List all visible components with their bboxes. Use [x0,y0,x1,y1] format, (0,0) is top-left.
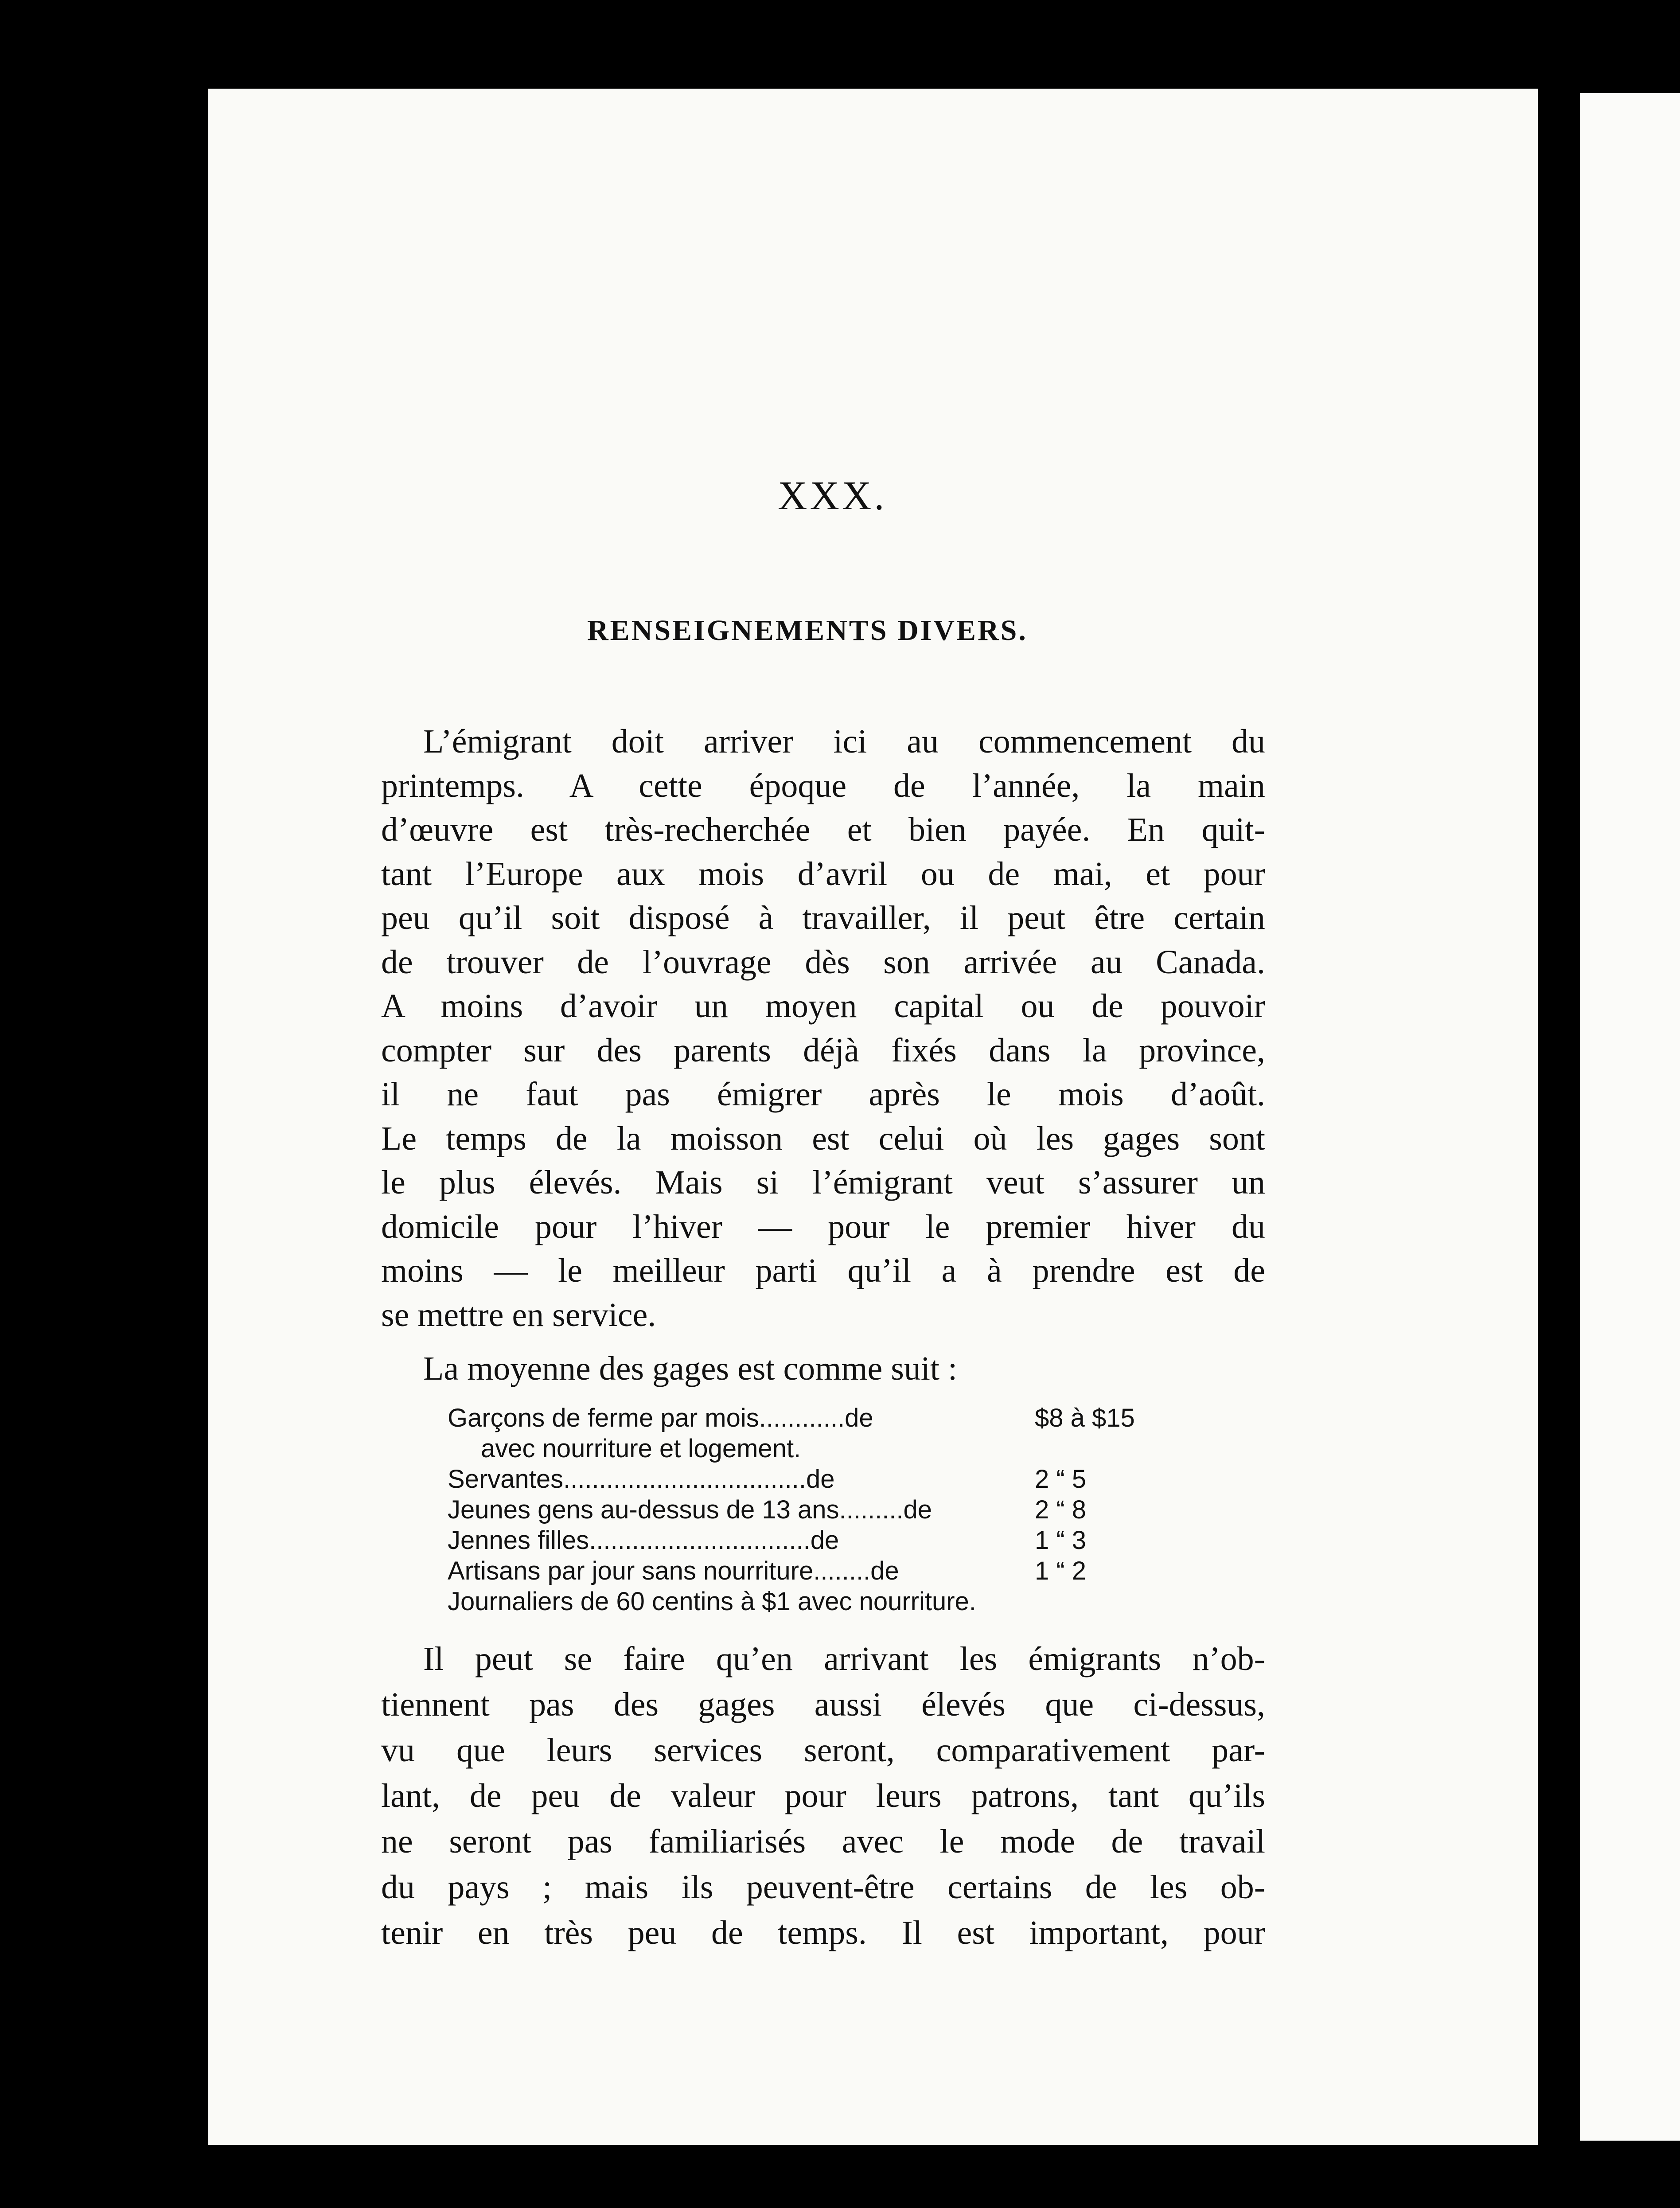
text-line: lant, de peu de valeur pour leurs patrons, tant qu’ils [381,1777,1265,1814]
text-line: peu qu’il soit disposé à travailler, il peut être certain [381,899,1265,936]
text-line: tiennent pas des gages aussi élevés que ci-dessus, [381,1686,1265,1723]
text-line: du pays ; mais ils peuvent-être certains de les ob- [381,1869,1265,1906]
text-line: Il peut se faire qu’en arrivant les émigrants n’ob- [423,1640,1265,1677]
binding-edge-line [133,66,143,2149]
text-line: L’émigrant doit arriver ici au commencement du [423,723,1265,760]
wage-label: Artisans par jour sans nourriture........de [448,1557,899,1585]
wage-range: 1 “ 2 [1035,1557,1087,1585]
wage-range: 1 “ 3 [1035,1526,1087,1555]
wage-range: 2 “ 5 [1035,1465,1087,1494]
text-line: se mettre en service. [381,1296,656,1334]
chapter-number: XXX. [778,473,887,518]
text-line: Le temps de la moisson est celui où les gages sont [381,1120,1265,1157]
wage-label: Servantes..................................de [448,1465,835,1494]
wage-range: 2 “ 8 [1035,1495,1087,1524]
text-line: domicile pour l’hiver — pour le premier hiver du [381,1208,1265,1245]
text-line: tenir en très peu de temps. Il est important, pour [381,1914,1265,1951]
wages-intro: La moyenne des gages est comme suit : [423,1350,958,1387]
wage-label: Jennes filles...............................de [448,1526,839,1555]
text-line: tant l’Europe aux mois d’avril ou de mai, et pour [381,855,1265,893]
text-line: le plus élevés. Mais si l’émigrant veut s’assurer un [381,1164,1265,1201]
wage-range: $8 à $15 [1035,1404,1135,1432]
next-page-edge [1580,93,1680,2141]
text-line: compter sur des parents déjà fixés dans la province, [381,1031,1265,1069]
text-line: de trouver de l’ouvrage dès son arrivée au Canada. [381,943,1265,981]
wage-label: Garçons de ferme par mois............de [448,1404,873,1432]
text-line: A moins d’avoir un moyen capital ou de pouvoir [381,987,1265,1025]
section-heading: RENSEIGNEMENTS DIVERS. [587,614,1028,647]
wage-label: Journaliers de 60 centins à $1 avec nourriture. [448,1587,976,1616]
text-line: il ne faut pas émigrer après le mois d’août. [381,1076,1265,1113]
page-divider-line [1538,89,1547,2145]
text-line: vu que leurs services seront, comparativement par- [381,1732,1265,1769]
text-line: printemps. A cette époque de l’année, la main [381,767,1265,804]
text-line: d’œuvre est très-recherchée et bien payée. En quit- [381,811,1265,848]
text-line: moins — le meilleur parti qu’il a à prendre est de [381,1252,1265,1289]
text-line: ne seront pas familiarisés avec le mode de travail [381,1823,1265,1860]
binding-edge-line [197,66,204,2149]
binding-edge-line [175,66,180,2149]
wage-label: avec nourriture et logement. [481,1434,801,1463]
wage-label: Jeunes gens au-dessus de 13 ans.........de [448,1495,932,1524]
